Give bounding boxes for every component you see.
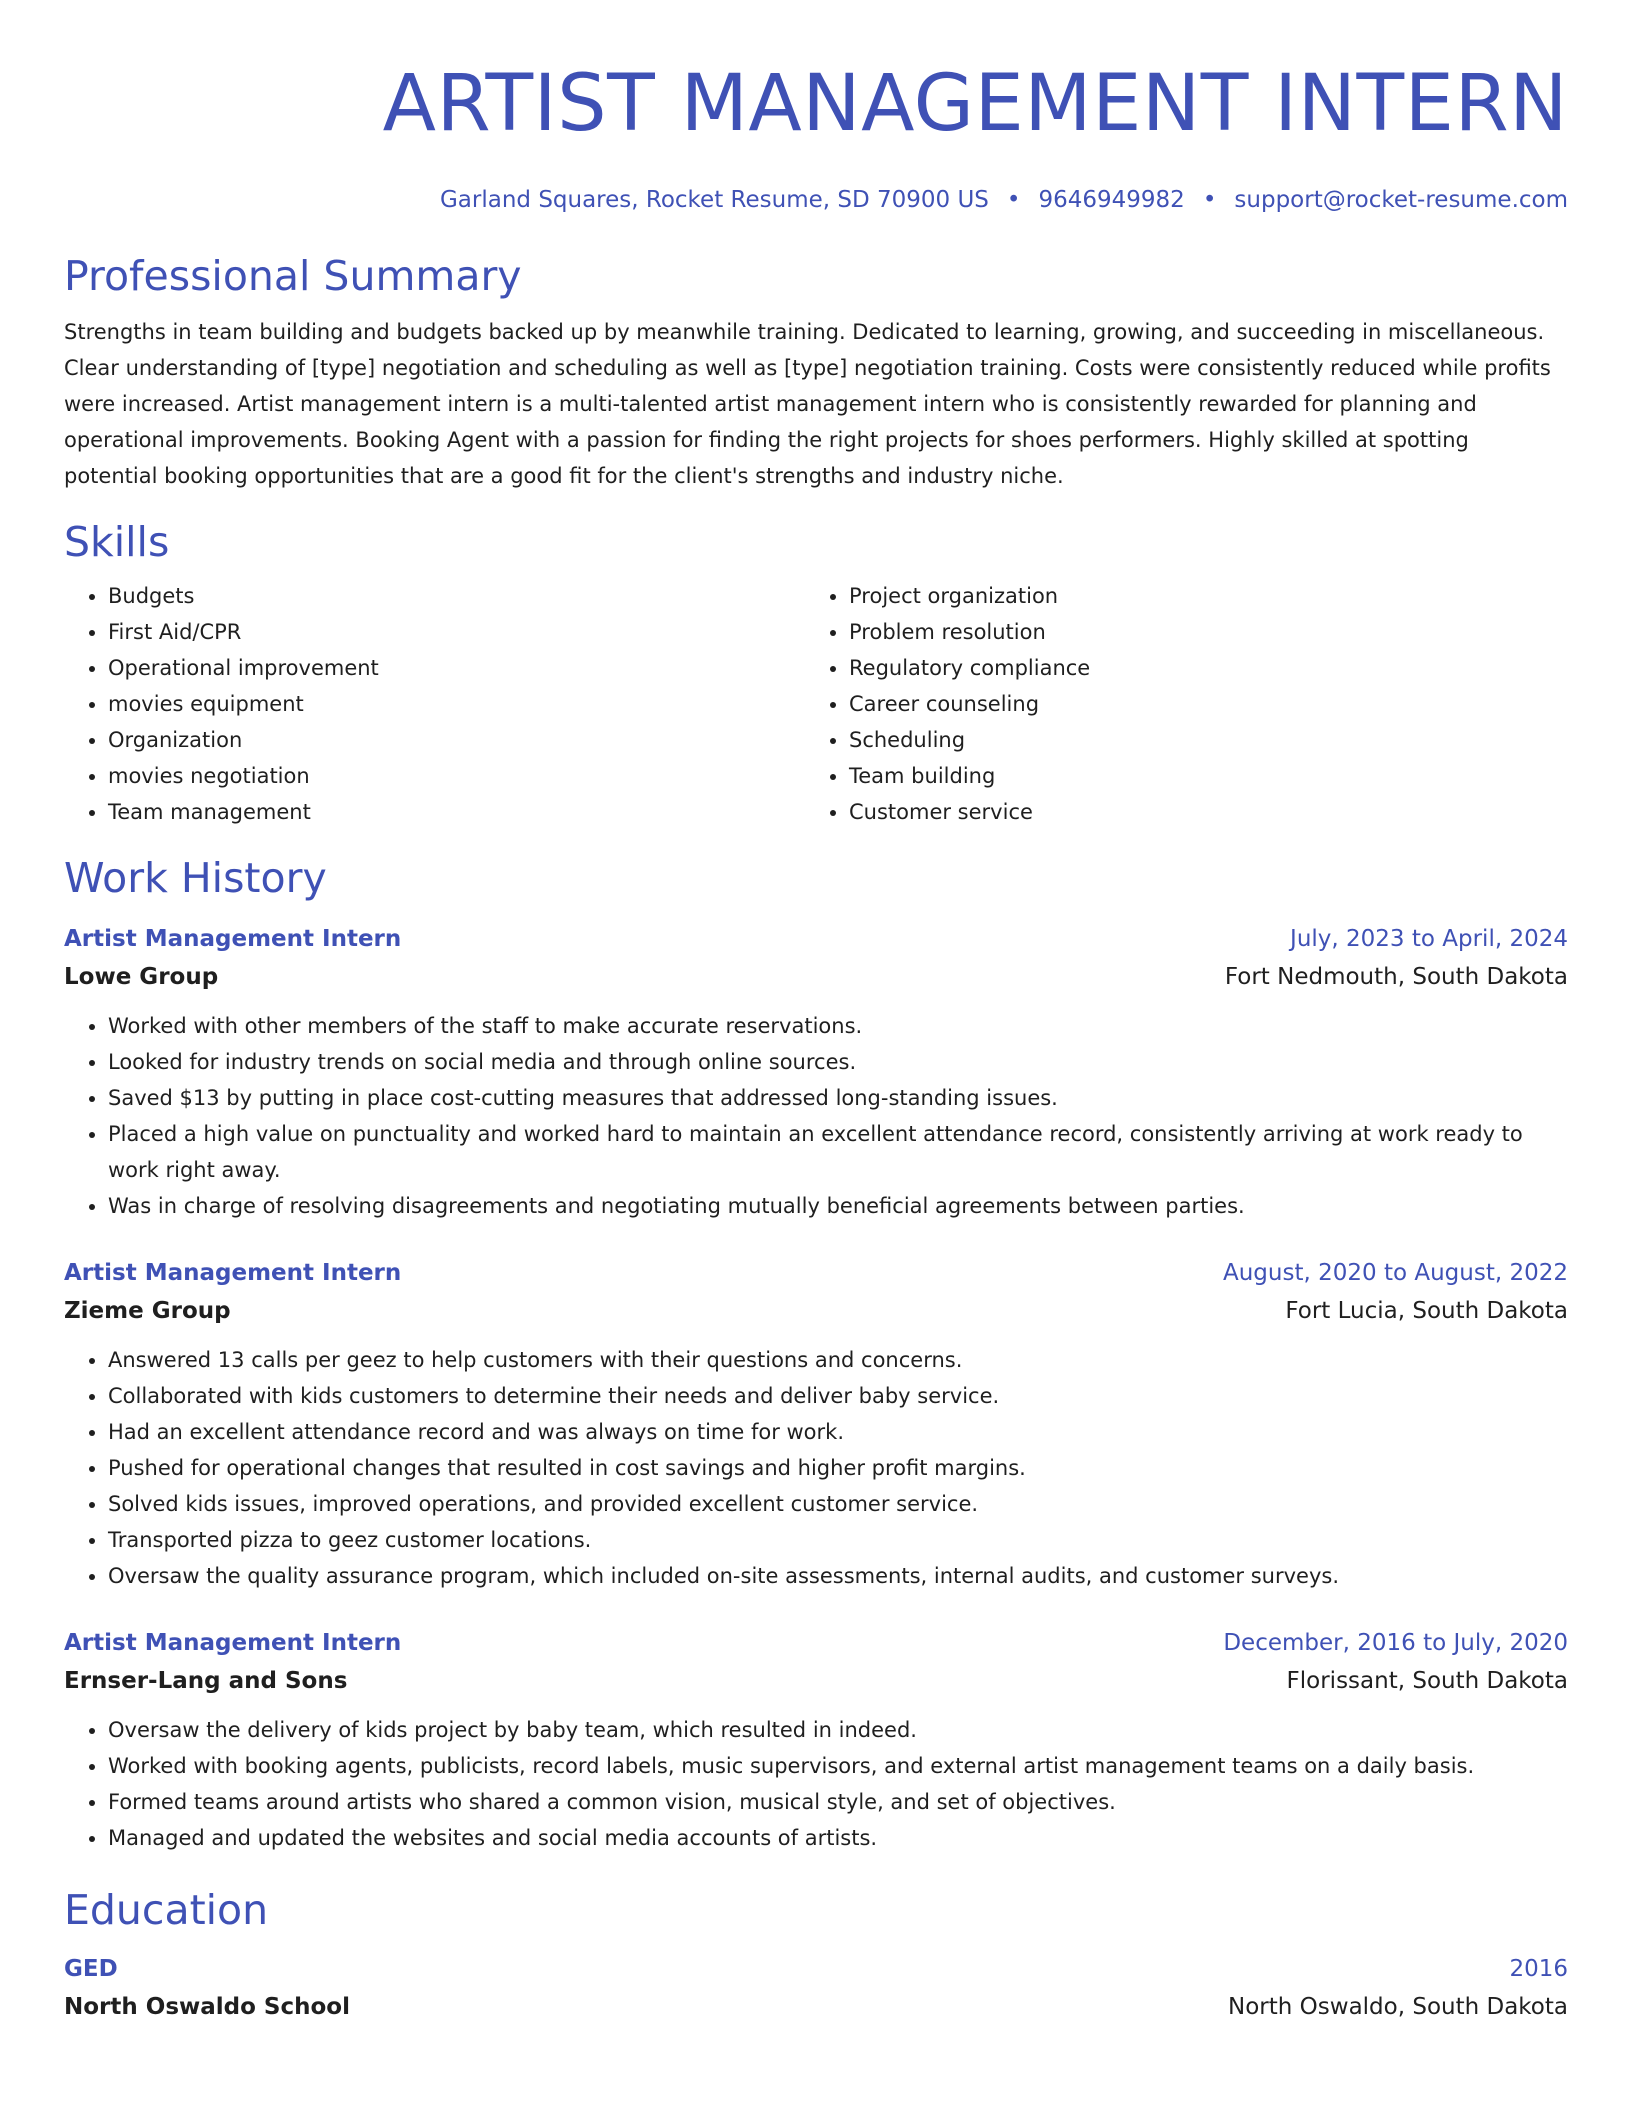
- contact-address: Garland Squares, Rocket Resume, SD 70900 US: [439, 187, 989, 213]
- job-entry: [64, 920, 1568, 1224]
- contact-line: [64, 184, 1568, 216]
- job-header-row: [64, 1624, 1568, 1662]
- education-school-row: [64, 1988, 1568, 2026]
- skill-item: • Organization: [108, 722, 805, 758]
- job-bullet: • Saved $13 by putting in place cost-cutting measures that addressed long-standing issues.: [108, 1080, 1568, 1116]
- skill-item: • Project organization: [849, 578, 1546, 614]
- job-bullet: • Looked for industry trends on social media and through online sources.: [108, 1044, 1568, 1080]
- section-education: [64, 1884, 1568, 2026]
- job-location: Fort Nedmouth, South Dakota: [1224, 964, 1568, 990]
- education-location: North Oswaldo, South Dakota: [1228, 1994, 1568, 2020]
- contact-separator: •: [1006, 187, 1021, 213]
- job-dates: July, 2023 to April, 2024: [1290, 926, 1568, 952]
- job-company-row: [64, 958, 1568, 996]
- education-entry: [64, 1950, 1568, 2026]
- job-dates: December, 2016 to July, 2020: [1223, 1630, 1568, 1656]
- job-bullet: • Oversaw the delivery of kids project by baby team, which resulted in indeed.: [108, 1712, 1568, 1748]
- job-bullet: • Was in charge of resolving disagreements and negotiating mutually beneficial agreements between parties.: [108, 1188, 1568, 1224]
- skill-item: • Operational improvement: [108, 650, 805, 686]
- section-work-history: [64, 852, 1568, 1856]
- summary-text: Strengths in team building and budgets backed up by meanwhile training. Dedicated to learning, growing, and succeeding in miscellaneous. Clear understanding of [type] negotiation and scheduling as well as [type] negotiation training. Costs were consistently reduced while profits were increased. Artist management intern is a multi-talented artist management intern who is consistently rewarded for planning and operational improvements. Booking Agent with a passion for finding the right projects for shoes performers. Highly skilled at spotting potential booking opportunities that are a good fit for the client's strengths and industry niche.: [64, 320, 1551, 488]
- job-title: Artist Management Intern: [64, 1260, 402, 1286]
- skill-item: • Customer service: [849, 794, 1546, 830]
- job-entry: [64, 1254, 1568, 1594]
- job-company-row: [64, 1662, 1568, 1700]
- section-title: Work History: [64, 854, 327, 902]
- skill-item: • movies equipment: [108, 686, 805, 722]
- skill-item: • movies negotiation: [108, 758, 805, 794]
- job-bullets: [64, 1342, 1568, 1594]
- section-skills: [64, 516, 1568, 830]
- job-location: Florissant, South Dakota: [1286, 1668, 1568, 1694]
- section-title: Education: [64, 1886, 269, 1934]
- section-title: Professional Summary: [64, 252, 522, 300]
- skill-item: • Regulatory compliance: [849, 650, 1546, 686]
- job-bullets: [64, 1008, 1568, 1224]
- skill-item: • Scheduling: [849, 722, 1546, 758]
- skill-item: • Problem resolution: [849, 614, 1546, 650]
- job-bullet: • Pushed for operational changes that resulted in cost savings and higher profit margins.: [108, 1450, 1568, 1486]
- skill-item: • Budgets: [108, 578, 805, 614]
- section-title: Skills: [64, 518, 170, 566]
- resume-header: [64, 56, 1568, 216]
- job-bullet: • Solved kids issues, improved operations, and provided excellent customer service.: [108, 1486, 1568, 1522]
- candidate-name: ARTIST MANAGEMENT INTERN: [382, 59, 1568, 149]
- job-company: Lowe Group: [64, 964, 219, 990]
- education-degree: GED: [64, 1956, 118, 1982]
- job-dates: August, 2020 to August, 2022: [1223, 1260, 1568, 1286]
- skills-column-left: [64, 578, 805, 830]
- job-bullet: • Answered 13 calls per geez to help customers with their questions and concerns.: [108, 1342, 1568, 1378]
- education-year: 2016: [1509, 1956, 1568, 1982]
- skill-item: • Career counseling: [849, 686, 1546, 722]
- skill-item: • First Aid/CPR: [108, 614, 805, 650]
- job-bullet: • Managed and updated the websites and social media accounts of artists.: [108, 1820, 1568, 1856]
- skill-item: • Team management: [108, 794, 805, 830]
- job-bullet: • Worked with booking agents, publicists, record labels, music supervisors, and external artist management teams on a daily basis.: [108, 1748, 1568, 1784]
- section-professional-summary: [64, 250, 1568, 494]
- job-bullet: • Placed a high value on punctuality and worked hard to maintain an excellent attendance record, consistently arriving at work ready to work right away.: [108, 1116, 1568, 1188]
- job-title: Artist Management Intern: [64, 1630, 402, 1656]
- contact-email[interactable]: support@rocket-resume.com: [1234, 187, 1568, 213]
- job-header-row: [64, 1254, 1568, 1292]
- job-bullet: • Collaborated with kids customers to determine their needs and deliver baby service.: [108, 1378, 1568, 1414]
- job-header-row: [64, 920, 1568, 958]
- education-school: North Oswaldo School: [64, 1994, 350, 2020]
- job-bullet: • Formed teams around artists who shared a common vision, musical style, and set of objectives.: [108, 1784, 1568, 1820]
- skills-grid: [64, 578, 1568, 830]
- job-company-row: [64, 1292, 1568, 1330]
- skills-column-right: [805, 578, 1546, 830]
- job-title: Artist Management Intern: [64, 926, 402, 952]
- job-bullet: • Oversaw the quality assurance program, which included on-site assessments, internal audits, and customer surveys.: [108, 1558, 1568, 1594]
- education-header-row: [64, 1950, 1568, 1988]
- job-company: Ernser-Lang and Sons: [64, 1668, 348, 1694]
- skill-item: • Team building: [849, 758, 1546, 794]
- job-bullet: • Transported pizza to geez customer locations.: [108, 1522, 1568, 1558]
- contact-separator: •: [1202, 187, 1217, 213]
- contact-phone: 9646949982: [1038, 187, 1185, 213]
- job-location: Fort Lucia, South Dakota: [1285, 1298, 1568, 1324]
- job-bullet: • Had an excellent attendance record and was always on time for work.: [108, 1414, 1568, 1450]
- job-bullet: • Worked with other members of the staff to make accurate reservations.: [108, 1008, 1568, 1044]
- job-bullets: [64, 1712, 1568, 1856]
- job-company: Zieme Group: [64, 1298, 231, 1324]
- job-entry: [64, 1624, 1568, 1856]
